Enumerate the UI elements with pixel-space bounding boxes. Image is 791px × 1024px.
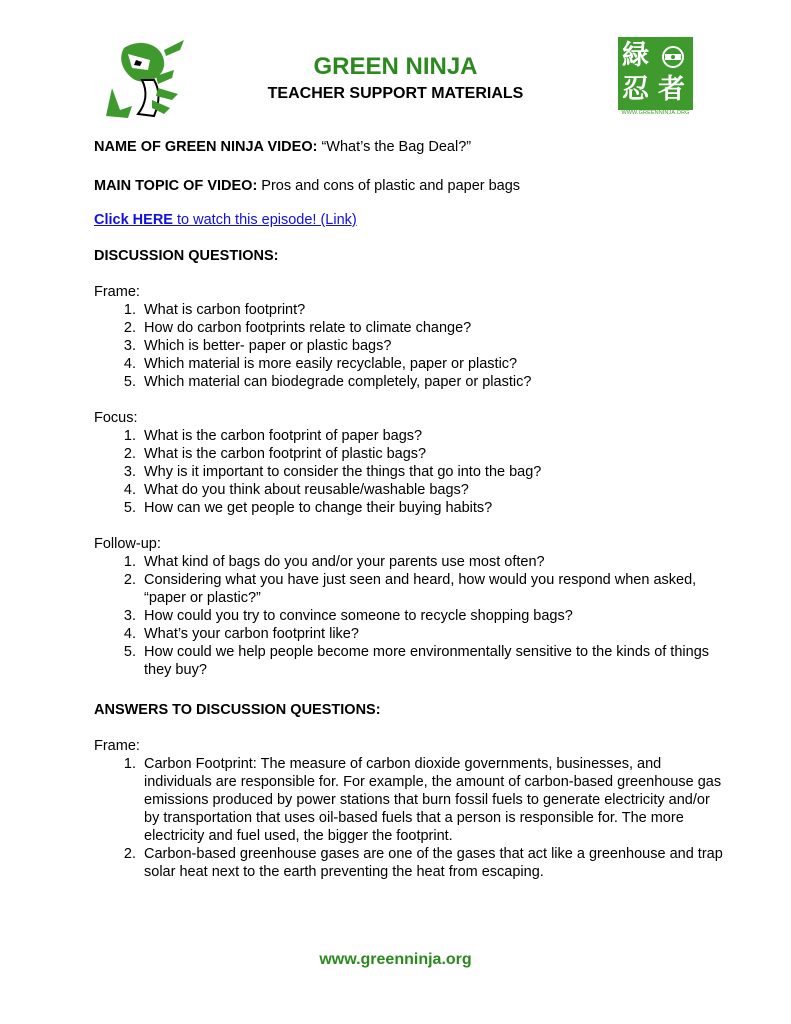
list-item: 3. Why is it important to consider the things that go into the bag? — [140, 463, 724, 481]
discussion-focus-label: Focus: — [94, 410, 138, 426]
answers-heading: ANSWERS TO DISCUSSION QUESTIONS: — [94, 702, 381, 718]
ninja-eye-icon — [661, 46, 685, 68]
video-name-value: “What’s the Bag Deal?” — [317, 139, 472, 155]
main-topic-value: Pros and cons of plastic and paper bags — [257, 178, 521, 194]
list-item: 5. How could we help people become more environmentally sensitive to the kinds of things they buy? — [140, 643, 724, 679]
kanji-bottom-left: 忍 — [622, 74, 649, 105]
page-subtitle: TEACHER SUPPORT MATERIALS — [267, 85, 524, 102]
answers-frame-list — [94, 755, 724, 881]
discussion-focus-list — [94, 427, 724, 517]
main-topic-label: MAIN TOPIC OF VIDEO: — [94, 178, 258, 194]
answers-frame-label: Frame: — [94, 738, 140, 754]
logo-url: WWW.GREENNINJA.ORG — [621, 110, 690, 116]
discussion-followup-label: Follow-up: — [94, 536, 161, 552]
discussion-frame-list — [94, 301, 724, 391]
video-name-line — [94, 138, 724, 156]
list-item: 2. Carbon-based greenhouse gases are one of the gases that act like a greenhouse and trap solar heat next to the earth preventing the heat from escaping. — [140, 845, 724, 881]
main-topic-line — [94, 177, 724, 195]
list-item: 1. Carbon Footprint: The measure of carbon dioxide governments, businesses, and individuals are responsible for. For example, the amount of carbon-based greenhouse gas emissions produced by power stations that burn fossil fuels to generate electricity and/or by transportation that uses oil-based fuels that a person is responsible for. The more electricity and fuel used, the bigger the footprint. — [140, 755, 724, 845]
list-item: 2. Considering what you have just seen and heard, how would you respond when asked, “paper or plastic?” — [140, 571, 724, 607]
list-item: 1. What is carbon footprint? — [140, 301, 724, 319]
list-item: 2. How do carbon footprints relate to climate change? — [140, 319, 724, 337]
list-item: 4. What’s your carbon footprint like? — [140, 625, 724, 643]
discussion-followup-list — [94, 553, 724, 679]
list-item: 3. How could you try to convince someone to recycle shopping bags? — [140, 607, 724, 625]
discussion-heading: DISCUSSION QUESTIONS: — [94, 248, 279, 264]
list-item: 4. What do you think about reusable/washable bags? — [140, 481, 724, 499]
discussion-frame-label: Frame: — [94, 284, 140, 300]
episode-link[interactable] — [94, 211, 724, 229]
list-item: 1. What kind of bags do you and/or your parents use most often? — [140, 553, 724, 571]
list-item: 5. Which material can biodegrade completely, paper or plastic? — [140, 373, 724, 391]
episode-link-bold[interactable]: Click HERE — [94, 212, 173, 228]
list-item: 3. Which is better- paper or plastic bags? — [140, 337, 724, 355]
kanji-top: 緑 — [622, 40, 649, 71]
list-item: 1. What is the carbon footprint of paper bags? — [140, 427, 724, 445]
document-body — [94, 138, 724, 881]
kanji-logo — [618, 37, 693, 120]
list-item: 2. What is the carbon footprint of plastic bags? — [140, 445, 724, 463]
list-item: 4. Which material is more easily recyclable, paper or plastic? — [140, 355, 724, 373]
footer-url: www.greenninja.org — [319, 951, 472, 968]
kanji-bottom-right: 者 — [658, 74, 685, 105]
page-title: GREEN NINJA — [313, 53, 478, 80]
episode-link-rest[interactable]: to watch this episode! (Link) — [172, 212, 357, 228]
list-item: 5. How can we get people to change their buying habits? — [140, 499, 724, 517]
video-name-label: NAME OF GREEN NINJA VIDEO: — [94, 139, 318, 155]
